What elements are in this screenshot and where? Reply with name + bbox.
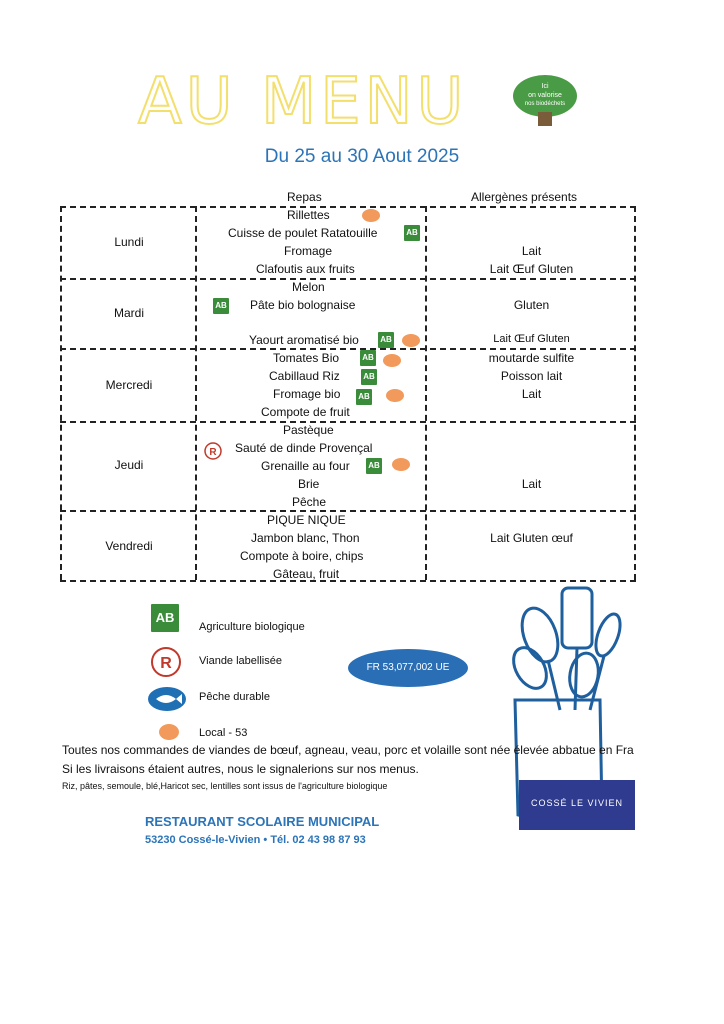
day-monday: Lundi bbox=[114, 235, 144, 249]
town-logo bbox=[519, 780, 635, 830]
ab-organic-icon: AB bbox=[213, 298, 229, 314]
ab-organic-icon: AB bbox=[360, 350, 376, 366]
meal-item: Grenaille au four bbox=[261, 459, 350, 473]
restaurant-name: RESTAURANT SCOLAIRE MUNICIPAL bbox=[145, 814, 380, 829]
ab-organic-icon: AB bbox=[366, 458, 382, 474]
peche-durable-icon bbox=[146, 685, 188, 713]
row-divider bbox=[60, 278, 636, 280]
meal-item: Jambon blanc, Thon bbox=[251, 531, 360, 545]
note-meat: Toutes nos commandes de viandes de bœuf, agneau, veau, porc et volaille sont née élevée abbatue en Fra bbox=[62, 743, 634, 757]
meal-item: Pastèque bbox=[283, 423, 334, 437]
row-divider bbox=[60, 348, 636, 350]
allergen-item: Gluten bbox=[513, 298, 550, 312]
legend-fish: Pêche durable bbox=[199, 691, 270, 703]
ab-organic-icon: AB bbox=[356, 389, 372, 405]
note-organic: Riz, pâtes, semoule, blé,Haricot sec, lentilles sont issus de l'agriculture biologique bbox=[62, 781, 388, 791]
svg-text:R: R bbox=[160, 655, 172, 672]
page-title: AU MENU bbox=[138, 65, 468, 139]
allergen-item: Lait Œuf Gluten bbox=[493, 333, 570, 345]
eco-line-1: Ici bbox=[541, 83, 549, 90]
meal-item: Yaourt aromatisé bio bbox=[249, 333, 359, 347]
legend-local: Local - 53 bbox=[199, 727, 248, 739]
day-wednesday: Mercredi bbox=[105, 378, 153, 392]
meal-item: Compote de fruit bbox=[261, 405, 350, 419]
allergen-item: Poisson lait bbox=[500, 369, 563, 383]
col-divider bbox=[60, 206, 62, 580]
meal-item: Fromage bbox=[284, 244, 333, 258]
ab-organic-legend-icon: AB bbox=[151, 604, 179, 632]
row-divider bbox=[60, 206, 636, 208]
allergen-item: Lait bbox=[521, 477, 542, 491]
ab-organic-icon: AB bbox=[404, 225, 420, 241]
label-rouge-legend-icon bbox=[146, 646, 186, 678]
eco-line-3: nos biodéchets bbox=[524, 101, 566, 107]
local-dot-icon bbox=[386, 389, 404, 402]
biodechets-badge-icon bbox=[512, 74, 578, 132]
ab-organic-icon: AB bbox=[378, 332, 394, 348]
label-rouge-icon bbox=[204, 442, 222, 460]
town-logo-text: COSSÉ LE VIVIEN bbox=[530, 798, 624, 808]
restaurant-address: 53230 Cossé-le-Vivien • Tél. 02 43 98 87 93 bbox=[145, 834, 366, 846]
local-dot-icon bbox=[392, 458, 410, 471]
col-divider bbox=[195, 206, 197, 580]
day-thursday: Jeudi bbox=[114, 458, 144, 472]
meal-item: Gâteau, fruit bbox=[273, 567, 340, 581]
svg-text:R: R bbox=[209, 447, 217, 458]
day-friday: Vendredi bbox=[105, 539, 153, 553]
date-range: Du 25 au 30 Aout 2025 bbox=[264, 146, 460, 167]
allergen-item: Lait Gluten œuf bbox=[490, 531, 573, 545]
legend-label: Viande labellisée bbox=[199, 655, 282, 667]
meal-item: Compote à boire, chips bbox=[240, 549, 364, 563]
meal-item: Tomates Bio bbox=[273, 351, 340, 365]
meal-item: Fromage bio bbox=[273, 387, 341, 401]
legend-bio: Agriculture biologique bbox=[199, 621, 305, 633]
allergen-item: Lait bbox=[521, 244, 542, 258]
eco-line-2: on valorise bbox=[528, 92, 562, 99]
meal-item: Clafoutis aux fruits bbox=[256, 262, 355, 276]
local-legend-icon bbox=[159, 724, 179, 740]
row-divider bbox=[60, 421, 636, 423]
note-deliveries: Si les livraisons étaient autres, nous le signalerions sur nos menus. bbox=[62, 762, 419, 776]
meal-item: Pâte bio bolognaise bbox=[250, 298, 356, 312]
ab-organic-icon: AB bbox=[361, 369, 377, 385]
col-divider bbox=[425, 206, 427, 580]
day-tuesday: Mardi bbox=[113, 306, 144, 320]
row-divider bbox=[60, 510, 636, 512]
allergen-item: Lait bbox=[521, 387, 542, 401]
local-dot-icon bbox=[383, 354, 401, 367]
local-dot-icon bbox=[402, 334, 420, 347]
meal-item: PIQUE NIQUE bbox=[267, 513, 346, 527]
approval-code-badge: FR 53,077,002 UE bbox=[348, 649, 468, 687]
meal-item: Cuisse de poulet Ratatouille bbox=[228, 226, 378, 240]
meal-item: Cabillaud Riz bbox=[269, 369, 340, 383]
allergen-item: moutarde sulfite bbox=[488, 351, 575, 365]
meal-item: Brie bbox=[298, 477, 320, 491]
meal-item: Melon bbox=[292, 280, 325, 294]
meal-item: Pêche bbox=[292, 495, 327, 509]
meal-item: Rillettes bbox=[287, 208, 330, 222]
meal-item: Sauté de dinde Provençal bbox=[235, 441, 373, 455]
allergen-item: Lait Œuf Gluten bbox=[489, 262, 574, 276]
allergens-header: Allergènes présents bbox=[471, 190, 578, 204]
meals-header: Repas bbox=[287, 190, 322, 204]
local-dot-icon bbox=[362, 209, 380, 222]
